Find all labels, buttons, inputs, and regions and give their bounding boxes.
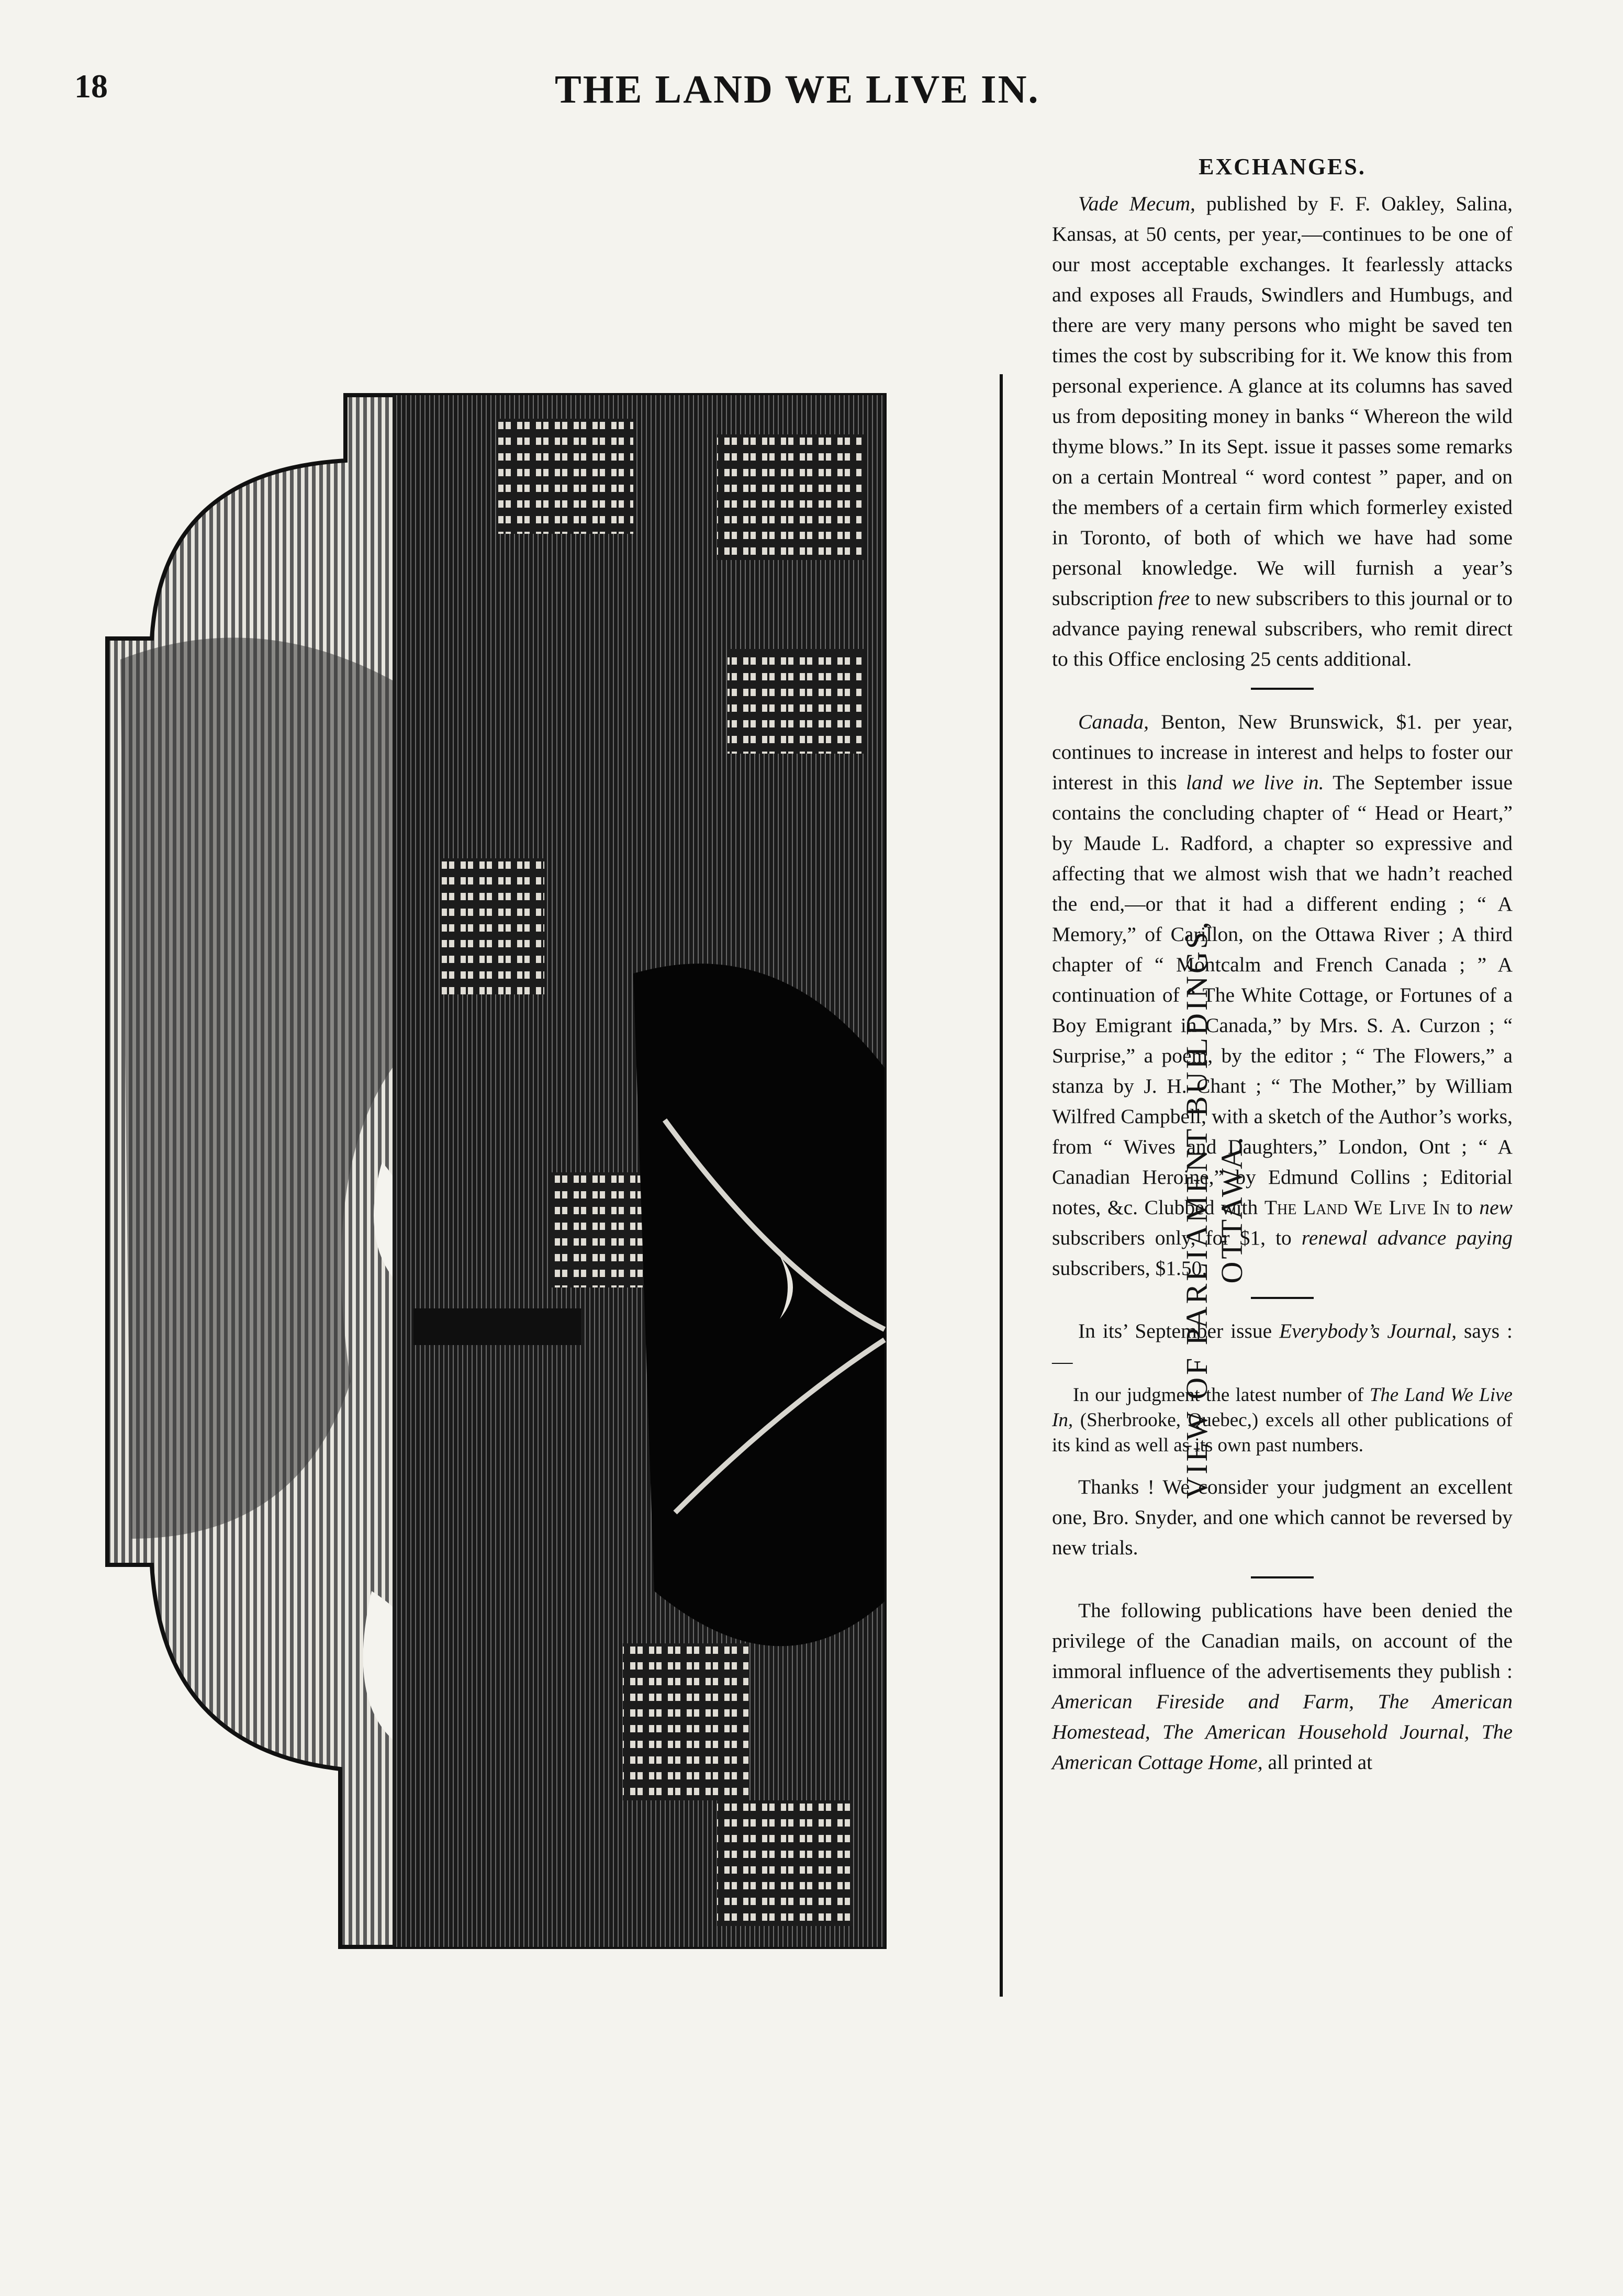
separator-rule [1251,1576,1314,1578]
page-number: 18 [74,68,108,105]
exchanges-column [1052,152,1513,1777]
paragraph-vade-mecum: Vade Mecum, published by F. F. Oakley, Salina, Kansas, at 50 cents, per year,—continues to be one of our most acceptable exchanges. It fearlessly attacks and exposes all Frauds, Swindlers and Humbugs, and there are very many persons who might be saved ten times the cost by subscribing for it. We know this from personal experience. A glance at its columns has saved us from depositing money in banks “ Whereon the wild thyme blows.” In its Sept. issue it passes some remarks on a certain Montreal “ word contest ” paper, and on the members of a certain firm which formerley existed in Toronto, of both of which we have had some personal knowledge. We will furnish a year’s subscription free to new subscribers to this journal or to advance paying renewal subscribers, who remit direct to this Office enclosing 25 cents additional. [1052,192,1513,670]
column-rule [1000,374,1003,1997]
running-head: THE LAND WE LIVE IN. [555,68,1040,111]
paragraph-everybodys-journal: In its’ September issue Everybody’s Journal, says :— [1052,1319,1513,1373]
paragraph-thanks: Thanks ! We consider your judgment an excellent one, Bro. Snyder, and one which cannot be reversed by new trials. [1052,1475,1513,1559]
paragraph-canada: Canada, Benton, New Brunswick, $1. per year, continues to increase in interest and helps to foster our interest in this land we live in. The September issue contains the concluding chapter of “ Head or Heart,” by Maude L. Radford, a chapter so expressive and affecting that we almost wish that we hadn’t reached the end,—or that it had a different ending ; “ A Memory,” of Carillon, on the Ottawa River ; A third chapter of “ Montcalm and French Canada ; ” A continuation of “ The White Cottage, or Fortunes of a Boy Emigrant in Canada,” by Mrs. S. A. Curzon ; “ Surprise,” a poem, by the editor ; “ The Flowers,” a stanza by J. H. Chant ; “ The Mother,” by William Wilfred Campbell, with a sketch of the Author’s works, from “ Wives and Daughters,” London, Ont ; “ A Canadian Heroine,” by Edmund Collins ; Editorial notes, &c. Clubbed with The Land We Live In to new subscribers only, for $1, to renewal advance paying subscribers, $1.50. [1052,710,1513,1280]
separator-rule [1251,1297,1314,1299]
paragraph-denied-publications: The following publications have been denied the privilege of the Canadian mails, on account of the immoral influence of the advertisements they publish : American Fireside and Farm, The American Homestead, The American Household Journal, The American Cottage Home, all printed at [1052,1599,1513,1774]
illustration-caption: VIEW OF PARLIAMENT BUILDINGS, OTTAWA. [1180,919,1249,1499]
parliament-buildings-engraving [99,387,895,1955]
separator-rule [1251,688,1314,690]
quoted-review: In our judgment the latest number of The Land We Live In, (Sherbrooke, Quebec,) excels all other publications of its kind as well as its own past numbers. [1052,1384,1513,1456]
section-heading: EXCHANGES. [1199,154,1366,180]
